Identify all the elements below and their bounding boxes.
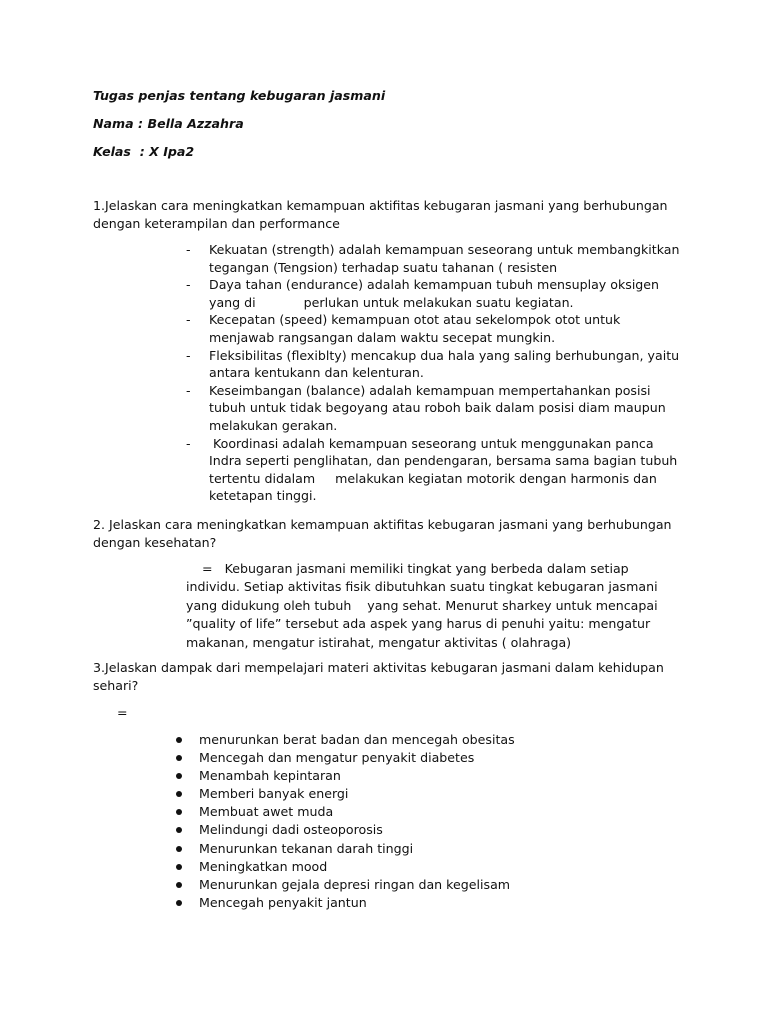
list-item: Mencegah dan mengatur penyakit diabetes bbox=[175, 749, 655, 767]
list-item: Memberi banyak energi bbox=[175, 785, 655, 803]
list-item: - Fleksibilitas (flexiblty) mencakup dua hala yang saling berhubungan, yaitu antara kentukann dan kelenturan. bbox=[186, 347, 686, 382]
question-2-answer: = Kebugaran jasmani memiliki tingkat yang berbeda dalam setiap individu. Setiap aktivitas fisik dibutuhkan suatu tingkat kebugaran jasmani yang didukung oleh tubuh yang sehat. Menurut sharkey untuk mencapai ”quality of life” tersebut ada aspek yang harus di penuhi yaitu: mengatur makanan, mengatur istirahat, mengatur aktivitas ( olahraga) bbox=[186, 561, 662, 650]
list-item: Membuat awet muda bbox=[175, 803, 655, 821]
list-item: - Keseimbangan (balance) adalah kemampuan mempertahankan posisi tubuh untuk tidak begoyang atau roboh baik dalam posisi diam maupun melakukan gerakan. bbox=[186, 382, 686, 435]
list-item: - Kecepatan (speed) kemampuan otot atau sekelompok otot untuk menjawab rangsangan dalam waktu secepat mungkin. bbox=[186, 311, 686, 346]
document-title: Tugas penjas tentang kebugaran jasmani bbox=[93, 88, 386, 103]
list-item: Melindungi dadi osteoporosis bbox=[175, 821, 655, 839]
list-item: - Daya tahan (endurance) adalah kemampuan tubuh mensuplay oksigen yang di perlukan untuk melakukan suatu kegiatan. bbox=[186, 276, 686, 311]
list-item: Meningkatkan mood bbox=[175, 858, 655, 876]
list-item: Mencegah penyakit jantun bbox=[175, 894, 655, 912]
question-3: 3.Jelaskan dampak dari mempelajari materi aktivitas kebugaran jasmani dalam kehidupan sehari? bbox=[93, 660, 668, 693]
list-item: - Kekuatan (strength) adalah kemampuan seseorang untuk membangkitkan tegangan (Tengsion) terhadap suatu tahanan ( resisten bbox=[186, 241, 686, 276]
list-item: Menurunkan gejala depresi ringan dan kegelisam bbox=[175, 876, 655, 894]
student-class: Kelas : X Ipa2 bbox=[93, 144, 195, 159]
student-name: Nama : Bella Azzahra bbox=[93, 116, 244, 131]
question-3-answer-list bbox=[175, 731, 655, 912]
question-1-answer-list bbox=[186, 241, 686, 505]
list-item: Menambah kepintaran bbox=[175, 767, 655, 785]
question-2: 2. Jelaskan cara meningkatkan kemampuan aktifitas kebugaran jasmani yang berhubungan dengan kesehatan? bbox=[93, 517, 676, 550]
question-3-equals: = bbox=[117, 705, 128, 720]
question-1: 1.Jelaskan cara meningkatkan kemampuan aktifitas kebugaran jasmani yang berhubungan dengan keterampilan dan performance bbox=[93, 198, 672, 231]
list-item: menurunkan berat badan dan mencegah obesitas bbox=[175, 731, 655, 749]
list-item: - Koordinasi adalah kemampuan seseorang untuk menggunakan panca Indra seperti penglihatan, dan pendengaran, bersama sama bagian tubuh tertentu didalam melakukan kegiatan motorik dengan harmonis dan ketetapan tinggi. bbox=[186, 435, 686, 505]
list-item: Menurunkan tekanan darah tinggi bbox=[175, 840, 655, 858]
